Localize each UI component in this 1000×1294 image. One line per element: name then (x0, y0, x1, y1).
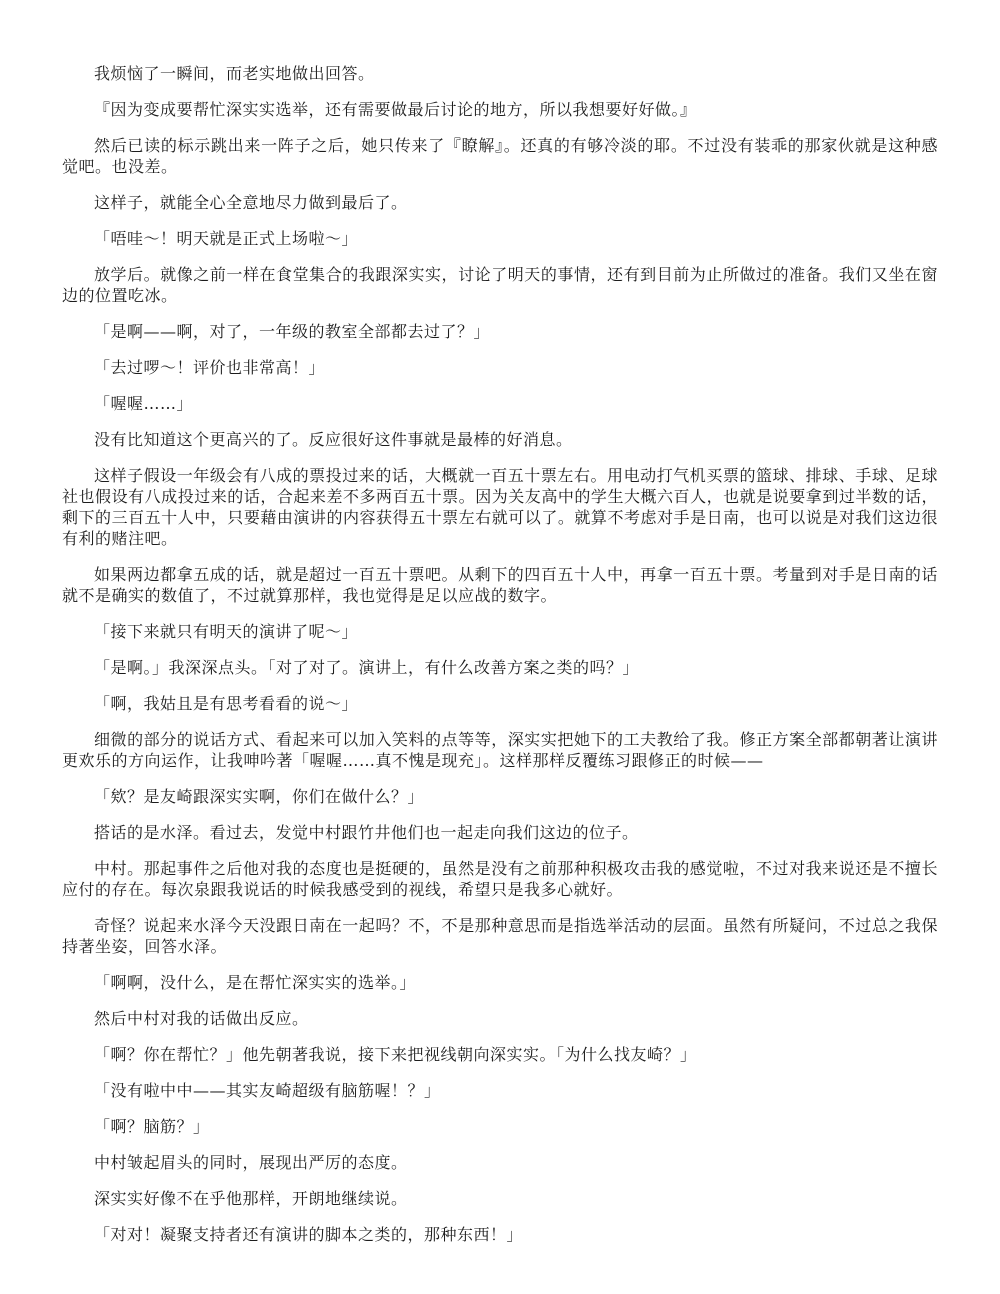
paragraph: 「喔喔……」 (94, 394, 194, 413)
paragraph: 「去过啰～！评价也非常高！」 (94, 358, 326, 377)
paragraph: 「唔哇～！明天就是正式上场啦～」 (94, 229, 359, 248)
paragraph: 「是啊。」我深深点头。「对了对了。演讲上，有什么改善方案之类的吗？」 (94, 658, 640, 677)
paragraph: 如果两边都拿五成的话，就是超过一百五十票吧。从剩下的四百五十人中，再拿一百五十票。考量到对手是日南的话就不是确实的数值了，不过就算那样，我也觉得是足以应战的数字。 (62, 565, 938, 605)
paragraph: 没有比知道这个更高兴的了。反应很好这件事就是最棒的好消息。 (94, 430, 573, 449)
paragraph: 深实实好像不在乎他那样，开朗地继续说。 (94, 1189, 408, 1208)
paragraph: 『因为变成要帮忙深实实选举，还有需要做最后讨论的地方，所以我想要好好做。』 (94, 100, 697, 119)
paragraph: 奇怪？说起来水泽今天没跟日南在一起吗？不，不是那种意思而是指选举活动的层面。虽然有所疑问，不过总之我保持著坐姿，回答水泽。 (62, 916, 938, 956)
paragraph: 「欸？是友崎跟深实实啊，你们在做什么？」 (94, 787, 425, 806)
paragraph: 「啊，我姑且是有思考看看的说～」 (94, 694, 359, 713)
paragraph: 我烦恼了一瞬间，而老实地做出回答。 (94, 64, 375, 83)
paragraph: 「是啊——啊，对了，一年级的教室全部都去过了？」 (94, 322, 491, 341)
paragraph: 细微的部分的说话方式、看起来可以加入笑料的点等等，深实实把她下的工夫教给了我。修正方案全部都朝著让演讲更欢乐的方向运作，让我呻吟著「喔喔……真不愧是现充」。这样那样反覆练习跟修正的时候—— (62, 730, 938, 770)
paragraph: 「啊？你在帮忙？」他先朝著我说，接下来把视线朝向深实实。「为什么找友崎？」 (94, 1045, 697, 1064)
paragraph: 「啊啊，没什么，是在帮忙深实实的选举。」 (94, 973, 417, 992)
paragraph: 「接下来就只有明天的演讲了呢～」 (94, 622, 359, 641)
paragraph: 「啊？脑筋？」 (94, 1117, 210, 1136)
paragraph: 这样子假设一年级会有八成的票投过来的话，大概就一百五十票左右。用电动打气机买票的篮球、排球、手球、足球社也假设有八成投过来的话，合起来差不多两百五十票。因为关友高中的学生大概六百人，也就是说要拿到过半数的话，剩下的三百五十人中，只要藉由演讲的内容获得五十票左右就可以了。就算不考虑对手是日南，也可以说是对我们这边很有利的赌注吧。 (62, 466, 938, 548)
paragraph: 「对对！凝聚支持者还有演讲的脚本之类的，那种东西！」 (94, 1225, 524, 1244)
paragraph: 这样子，就能全心全意地尽力做到最后了。 (94, 193, 408, 212)
paragraph: 放学后。就像之前一样在食堂集合的我跟深实实，讨论了明天的事情，还有到目前为止所做过的准备。我们又坐在窗边的位置吃冰。 (62, 265, 938, 305)
paragraph: 然后已读的标示跳出来一阵子之后，她只传来了『瞭解』。还真的有够冷淡的耶。不过没有装乖的那家伙就是这种感觉吧。也没差。 (62, 136, 938, 176)
paragraph: 然后中村对我的话做出反应。 (94, 1009, 309, 1028)
paragraph: 「没有啦中中——其实友崎超级有脑筋喔！？」 (94, 1081, 441, 1100)
paragraph: 中村皱起眉头的同时，展现出严厉的态度。 (94, 1153, 408, 1172)
paragraph: 搭话的是水泽。看过去，发觉中村跟竹井他们也一起走向我们这边的位子。 (94, 823, 639, 842)
paragraph: 中村。那起事件之后他对我的态度也是挺硬的，虽然是没有之前那种积极攻击我的感觉啦，不过对我来说还是不擅长应付的存在。每次泉跟我说话的时候我感受到的视线，希望只是我多心就好。 (62, 859, 938, 899)
